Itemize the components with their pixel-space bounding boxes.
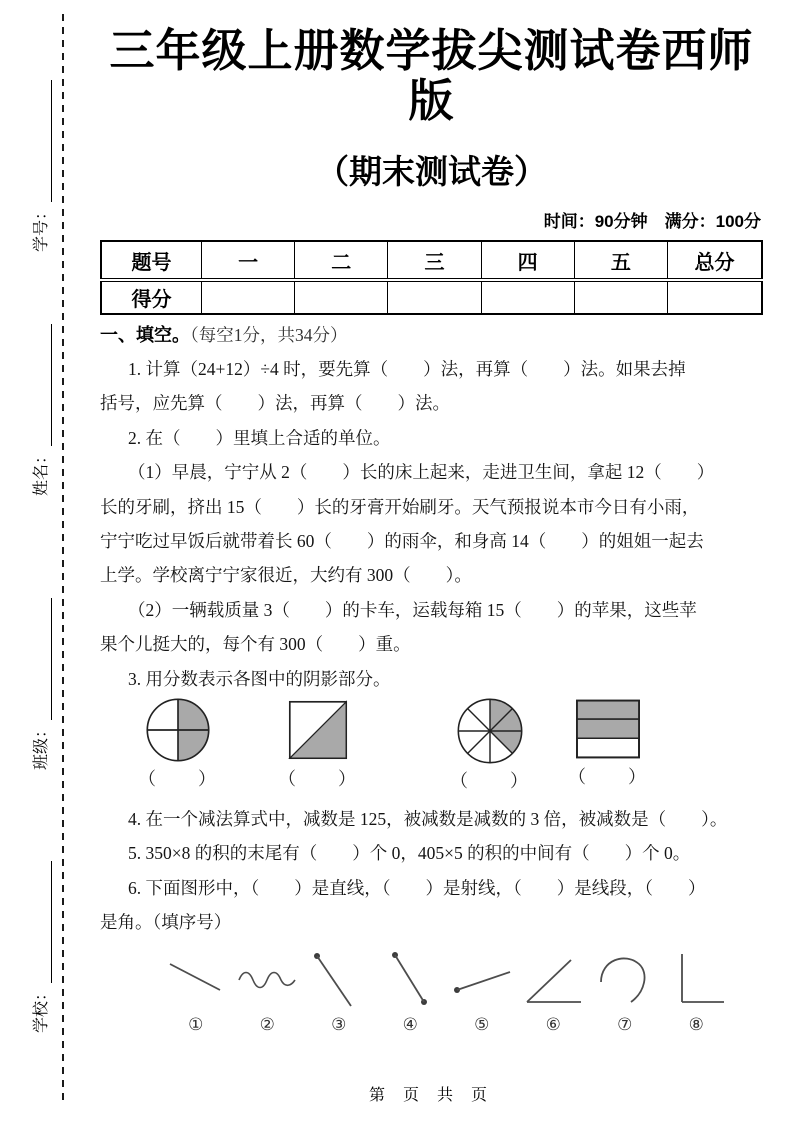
rect-thirds-two-shaded-icon bbox=[575, 698, 641, 760]
score-header-cell: 题号 bbox=[101, 241, 201, 280]
answer-blank: （ ） bbox=[278, 769, 358, 790]
square-half-shaded-icon bbox=[288, 698, 348, 762]
figure-ray-down bbox=[307, 950, 371, 1036]
student-id-blank-line bbox=[39, 80, 52, 202]
student-id-label: 学号： bbox=[33, 203, 50, 252]
figure-ray-up bbox=[450, 950, 514, 1036]
score-header-cell: 二 bbox=[295, 241, 388, 280]
question-line: 3. 用分数表示各图中的阴影部分。 bbox=[128, 668, 391, 689]
footer-page-number: 第 页 共 页 bbox=[368, 1087, 494, 1104]
class-label: 班级： bbox=[33, 721, 50, 770]
answer-blank: （ ） bbox=[450, 771, 530, 792]
wavy-curve-icon bbox=[237, 950, 297, 1010]
school-label: 学校： bbox=[33, 984, 50, 1033]
score-cell-empty bbox=[574, 280, 667, 314]
name-label: 姓名： bbox=[33, 447, 50, 496]
question-line: 是角。（填序号） bbox=[100, 912, 232, 933]
figure-segment bbox=[378, 950, 442, 1036]
score-header-cell: 四 bbox=[481, 241, 574, 280]
figure-arc-curve bbox=[593, 950, 657, 1036]
figure-right-angle bbox=[664, 950, 728, 1036]
question-line: 果个儿挺大的，每个有 300（ ）重。 bbox=[100, 634, 411, 655]
question-line: 6. 下面图形中，（ ）是直线，（ ）是射线，（ ）是线段，（ ） bbox=[128, 877, 706, 898]
question-line: 5. 350×8 的积的末尾有（ ）个 0，405×5 的积的中间有（ ）个 0。 bbox=[128, 843, 691, 864]
dashed-cut-line bbox=[62, 14, 64, 1106]
margin-field-school bbox=[30, 861, 52, 1033]
score-cell-empty bbox=[667, 280, 762, 314]
ray-up-right-icon bbox=[452, 950, 512, 1010]
score-cell-empty bbox=[295, 280, 388, 314]
margin-field-name bbox=[30, 324, 52, 496]
section-heading: 一、填空。 bbox=[100, 325, 190, 345]
score-header-cell: 三 bbox=[388, 241, 481, 280]
figure-label: ① bbox=[188, 1014, 204, 1034]
score-header-cell: 一 bbox=[201, 241, 294, 280]
fraction-diagrams-row bbox=[100, 698, 763, 794]
question-line: 上学。学校离宁宁家很近，大约有 300（ ）。 bbox=[100, 565, 472, 586]
score-table-score-row bbox=[101, 280, 762, 314]
paper-content bbox=[100, 22, 763, 1036]
question-line: 长的牙刷，挤出 15（ ）长的牙膏开始刷牙。天气预报说本市今日有小雨， bbox=[100, 496, 700, 517]
fraction-diagram-circle-quarters bbox=[118, 698, 238, 792]
exam-meta: 时间：90分钟 满分：100分 bbox=[543, 212, 761, 231]
line-figures-row bbox=[160, 950, 732, 1036]
margin-field-student-id bbox=[30, 80, 52, 252]
score-header-cell: 五 bbox=[574, 241, 667, 280]
answer-blank: （ ） bbox=[568, 767, 648, 788]
score-table-header-row bbox=[101, 241, 762, 280]
question-line: 2. 在（ ）里填上合适的单位。 bbox=[128, 427, 391, 448]
answer-blank: （ ） bbox=[138, 769, 218, 790]
fraction-diagram-square-diagonal bbox=[258, 698, 378, 792]
question-line: （1）早晨，宁宁从 2（ ）长的床上起来，走进卫生间，拿起 12（ ） bbox=[128, 462, 715, 483]
school-blank-line bbox=[39, 861, 52, 983]
segment-two-endpoints-icon bbox=[380, 950, 440, 1010]
fill-blank-questions bbox=[100, 352, 763, 696]
fraction-diagram-rect-thirds bbox=[548, 698, 668, 790]
figure-acute-angle bbox=[521, 950, 585, 1036]
figure-plain-line bbox=[164, 950, 228, 1036]
fill-blank-questions-continued bbox=[100, 802, 763, 940]
section-note: （每空1分，共34分） bbox=[190, 325, 348, 345]
page-title: 三年级上册数学拔尖测试卷西师版 bbox=[109, 25, 754, 126]
ray-with-endpoint-icon bbox=[309, 950, 369, 1010]
question-line: 4. 在一个减法算式中，减数是 125，被减数是减数的 3 倍，被减数是（ ）。 bbox=[128, 809, 728, 830]
circle-eighths-three-shaded-icon bbox=[457, 698, 523, 764]
figure-label: ⑦ bbox=[617, 1014, 633, 1034]
question-line: （2）一辆载质量 3（ ）的卡车，运载每箱 15（ ）的苹果，这些苹 bbox=[128, 599, 697, 620]
question-line: 宁宁吃过早饭后就带着长 60（ ）的雨伞，和身高 14（ ）的姐姐一起去 bbox=[100, 531, 704, 552]
circle-quarters-half-shaded-icon bbox=[146, 698, 210, 762]
score-cell-empty bbox=[481, 280, 574, 314]
score-cell-empty bbox=[388, 280, 481, 314]
figure-label: ④ bbox=[402, 1014, 418, 1034]
arc-hook-curve-icon bbox=[595, 950, 655, 1010]
score-table bbox=[100, 240, 763, 315]
question-line: 1. 计算（24+12）÷4 时，要先算（ ）法，再算（ ）法。如果去掉 bbox=[128, 359, 686, 379]
score-cell-empty bbox=[201, 280, 294, 314]
section-one-heading-row bbox=[100, 322, 763, 348]
right-angle-icon bbox=[666, 950, 726, 1010]
figure-label: ⑤ bbox=[474, 1014, 490, 1034]
score-row-label: 得分 bbox=[101, 280, 201, 314]
figure-label: ③ bbox=[331, 1014, 347, 1034]
figure-label: ⑥ bbox=[545, 1014, 561, 1034]
acute-angle-icon bbox=[523, 950, 583, 1010]
figure-wavy-curve bbox=[235, 950, 299, 1036]
figure-label: ⑧ bbox=[688, 1014, 704, 1034]
page-subtitle: （期末测试卷） bbox=[316, 153, 547, 190]
slanted-line-icon bbox=[166, 950, 226, 1010]
class-blank-line bbox=[39, 598, 52, 720]
margin-field-class bbox=[30, 598, 52, 770]
fraction-diagram-circle-eighths bbox=[430, 698, 550, 794]
figure-label: ② bbox=[259, 1014, 275, 1034]
question-line: 括号，应先算（ ）法，再算（ ）法。 bbox=[100, 393, 450, 414]
name-blank-line bbox=[39, 324, 52, 446]
score-header-cell: 总分 bbox=[667, 241, 762, 280]
